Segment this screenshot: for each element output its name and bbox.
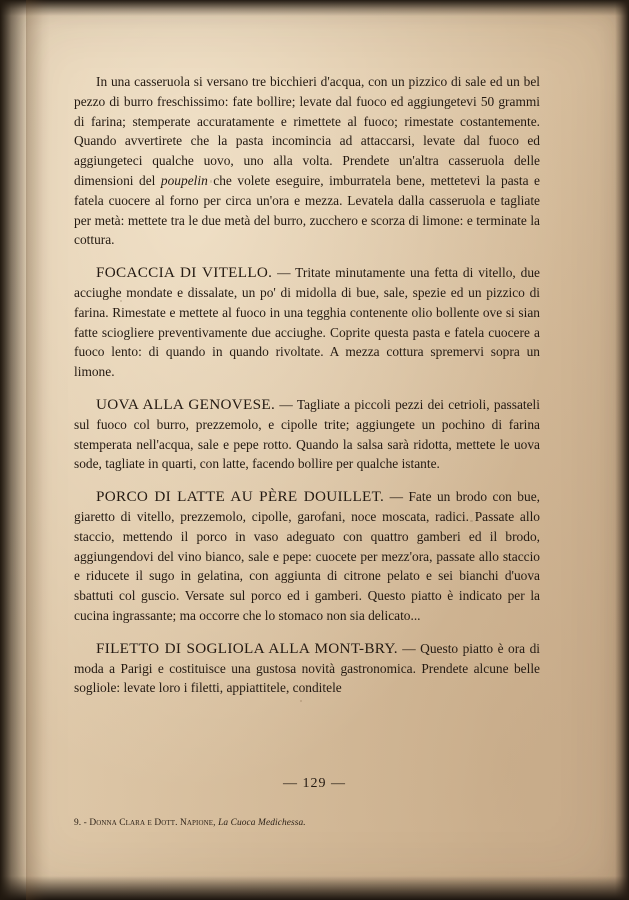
- recipe-dash: —: [275, 396, 297, 412]
- recipe-title: PORCO DI LATTE AU PÈRE DOUILLET.: [96, 488, 385, 506]
- recipe-title: FOCACCIA DI VITELLO.: [96, 264, 273, 282]
- recipe-title: UOVA ALLA GENOVESE.: [96, 395, 276, 413]
- recipe-uova-alla-genovese: [74, 395, 540, 474]
- footnote-authors: Donna Clara e Dott. Napione,: [89, 818, 216, 828]
- page-number: — 129 —: [283, 776, 346, 791]
- page-spine-shadow: [26, 0, 50, 900]
- recipe-focaccia-di-vitello: [74, 263, 540, 382]
- page-edge-left: [0, 0, 28, 900]
- recipe-title: FILETTO DI SOGLIOLA ALLA MONT-BRY.: [96, 639, 398, 657]
- paragraph-continued-part2: che volete eseguire, imburratela bene, mettetevi la pasta e fatela cuocere al forno per circa un'ora e mezza. Levatela dalla casseruola e tagliate per metà: mettete tra le due metà del burro, zucchero e scorza di limone: e terminate la cottura.: [74, 172, 540, 248]
- footnote-signature: [74, 818, 540, 828]
- page-edge-bottom: [0, 876, 629, 900]
- footnote-separator: -: [81, 818, 90, 828]
- paragraph-continued-part1: In una casseruola si versano tre bicchieri d'acqua, con un pizzico di sale ed un bel pezzo di burro freschissimo: fate bollire; levate dal fuoco ed aggiungetevi 50 grammi di farina; stemperate accuratamente e rimettete al fuoco; rimestate costantemente. Quando avvertirete che la pasta incomincia ad attaccarsi, levate dal fuoco ed aggiungeteci qualche uovo, uno alla volta. Prendete un'altra casseruola delle dimensioni del: [74, 74, 540, 188]
- page-text-column: [74, 72, 540, 698]
- paragraph-continued-italic-term: poupelin: [160, 172, 208, 188]
- recipe-porco-di-latte-au-pere-douillet: [74, 487, 540, 626]
- recipe-dash: —: [272, 265, 296, 281]
- paper-speck: [300, 700, 302, 702]
- recipe-text: Fate un brodo con bue, giaretto di vitello, prezzemolo, cipolle, garofani, noce moscata, radici. Passate allo staccio, mettendo il porco in vaso adeguato con quattro gamberi ed il brodo, aggiungendovi del vino bianco, sale e pepe: cuocete per mezz'ora, passate allo staccio e riducete il sugo in gelatina, con aggiunta di citrone pelato e sei bianchi d'uova sbattuti col guscio. Versate sul porco ed i gamberi. Questo piatto è indicato per la cucina ingrassante; ma occorre che lo stomaco non sia delicato...: [74, 489, 540, 623]
- footnote-book-title: La Cuoca Medichessa.: [218, 818, 306, 828]
- recipe-dash: —: [397, 640, 421, 656]
- recipe-dash: —: [384, 489, 409, 505]
- recipe-text: Tagliate a piccoli pezzi dei cetrioli, passateli sul fuoco col burro, prezzemolo, e cipolle trite; aggiungete un pochino di farina stemperata nell'acqua, sale e pepe rotto. Quando la salsa sarà ridotta, mettete le uova sode, tagliate in quarti, con latte, facendo bollire per qualche istante.: [74, 396, 540, 472]
- page-edge-right: [615, 0, 629, 900]
- paragraph-continued: [74, 72, 540, 250]
- recipe-filetto-di-sogliola-alla-mont-bry: [74, 639, 540, 698]
- recipe-text: Tritate minutamente una fetta di vitello, due acciughe mondate e dissalate, un po' di midolla di bue, sale, spezie ed un pizzico di farina. Rimestate e mettete al fuoco in una tegghia contenente olio bollente ove si sian fatte sciogliere preventivamente due acciughe. Coprite questa pasta e fatela cuocere a fuoco lento: di quando in quando rivoltate. A mezza cottura spremervi sopra un limone.: [74, 265, 540, 380]
- page-edge-top: [0, 0, 629, 16]
- footnote-number: 9.: [74, 818, 82, 828]
- recipe-text: Questo piatto è ora di moda a Parigi e costituisce una gustosa novità gastronomica. Prendete alcune belle sogliole: levate loro i filetti, appiattitele, conditele: [74, 640, 541, 696]
